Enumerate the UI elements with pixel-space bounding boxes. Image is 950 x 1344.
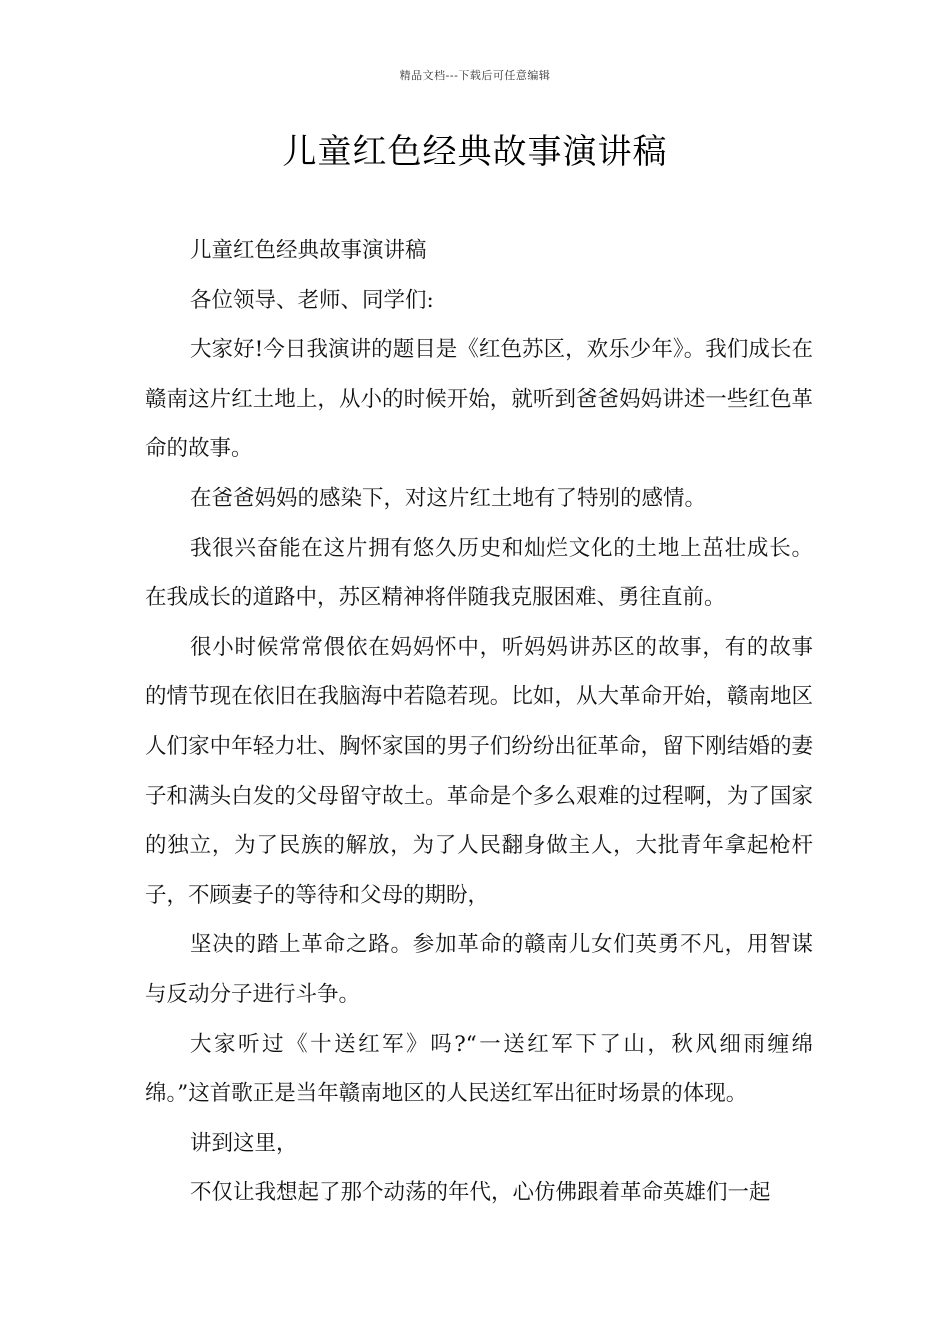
document-body bbox=[145, 226, 813, 1218]
paragraph: 大家好!今日我演讲的题目是《红色苏区，欢乐少年》。我们成长在赣南这片红土地上，从小的时候开始，就听到爸爸妈妈讲述一些红色革命的故事。 bbox=[145, 337, 813, 462]
paragraph-salutation: 各位领导、老师、同学们: bbox=[190, 287, 434, 313]
paragraph: 我很兴奋能在这片拥有悠久历史和灿烂文化的土地上茁壮成长。在我成长的道路中，苏区精神将伴随我克服困难、勇往直前。 bbox=[145, 535, 813, 611]
paragraph: 大家听过《十送红军》吗?“一送红军下了山，秋风细雨缠绵绵。”这首歌正是当年赣南地区的人民送红军出征时场景的体现。 bbox=[145, 1031, 813, 1107]
paragraph: 不仅让我想起了那个动荡的年代，心仿佛跟着革命英雄们一起 bbox=[190, 1180, 771, 1206]
paragraph: 坚决的踏上革命之路。参加革命的赣南儿女们英勇不凡，用智谋与反动分子进行斗争。 bbox=[145, 932, 813, 1007]
header-note: 精品文档---下载后可任意编辑 bbox=[399, 69, 551, 82]
paragraph: 很小时候常常偎依在妈妈怀中，听妈妈讲苏区的故事，有的故事的情节现在依旧在我脑海中若隐若现。比如，从大革命开始，赣南地区人们家中年轻力壮、胸怀家国的男子们纷纷出征革命，留下刚结婚的妻子和满头白发的父母留守故土。革命是个多么艰难的过程啊，为了国家的独立，为了民族的解放，为了人民翻身做主人，大批青年拿起枪杆子，不顾妻子的等待和父母的期盼， bbox=[145, 634, 813, 908]
document-title: 儿童红色经典故事演讲稿 bbox=[282, 132, 668, 172]
paragraph-subtitle: 儿童红色经典故事演讲稿 bbox=[190, 238, 427, 263]
paragraph: 在爸爸妈妈的感染下，对这片红土地有了特别的感情。 bbox=[190, 485, 707, 511]
paragraph: 讲到这里， bbox=[190, 1130, 298, 1156]
